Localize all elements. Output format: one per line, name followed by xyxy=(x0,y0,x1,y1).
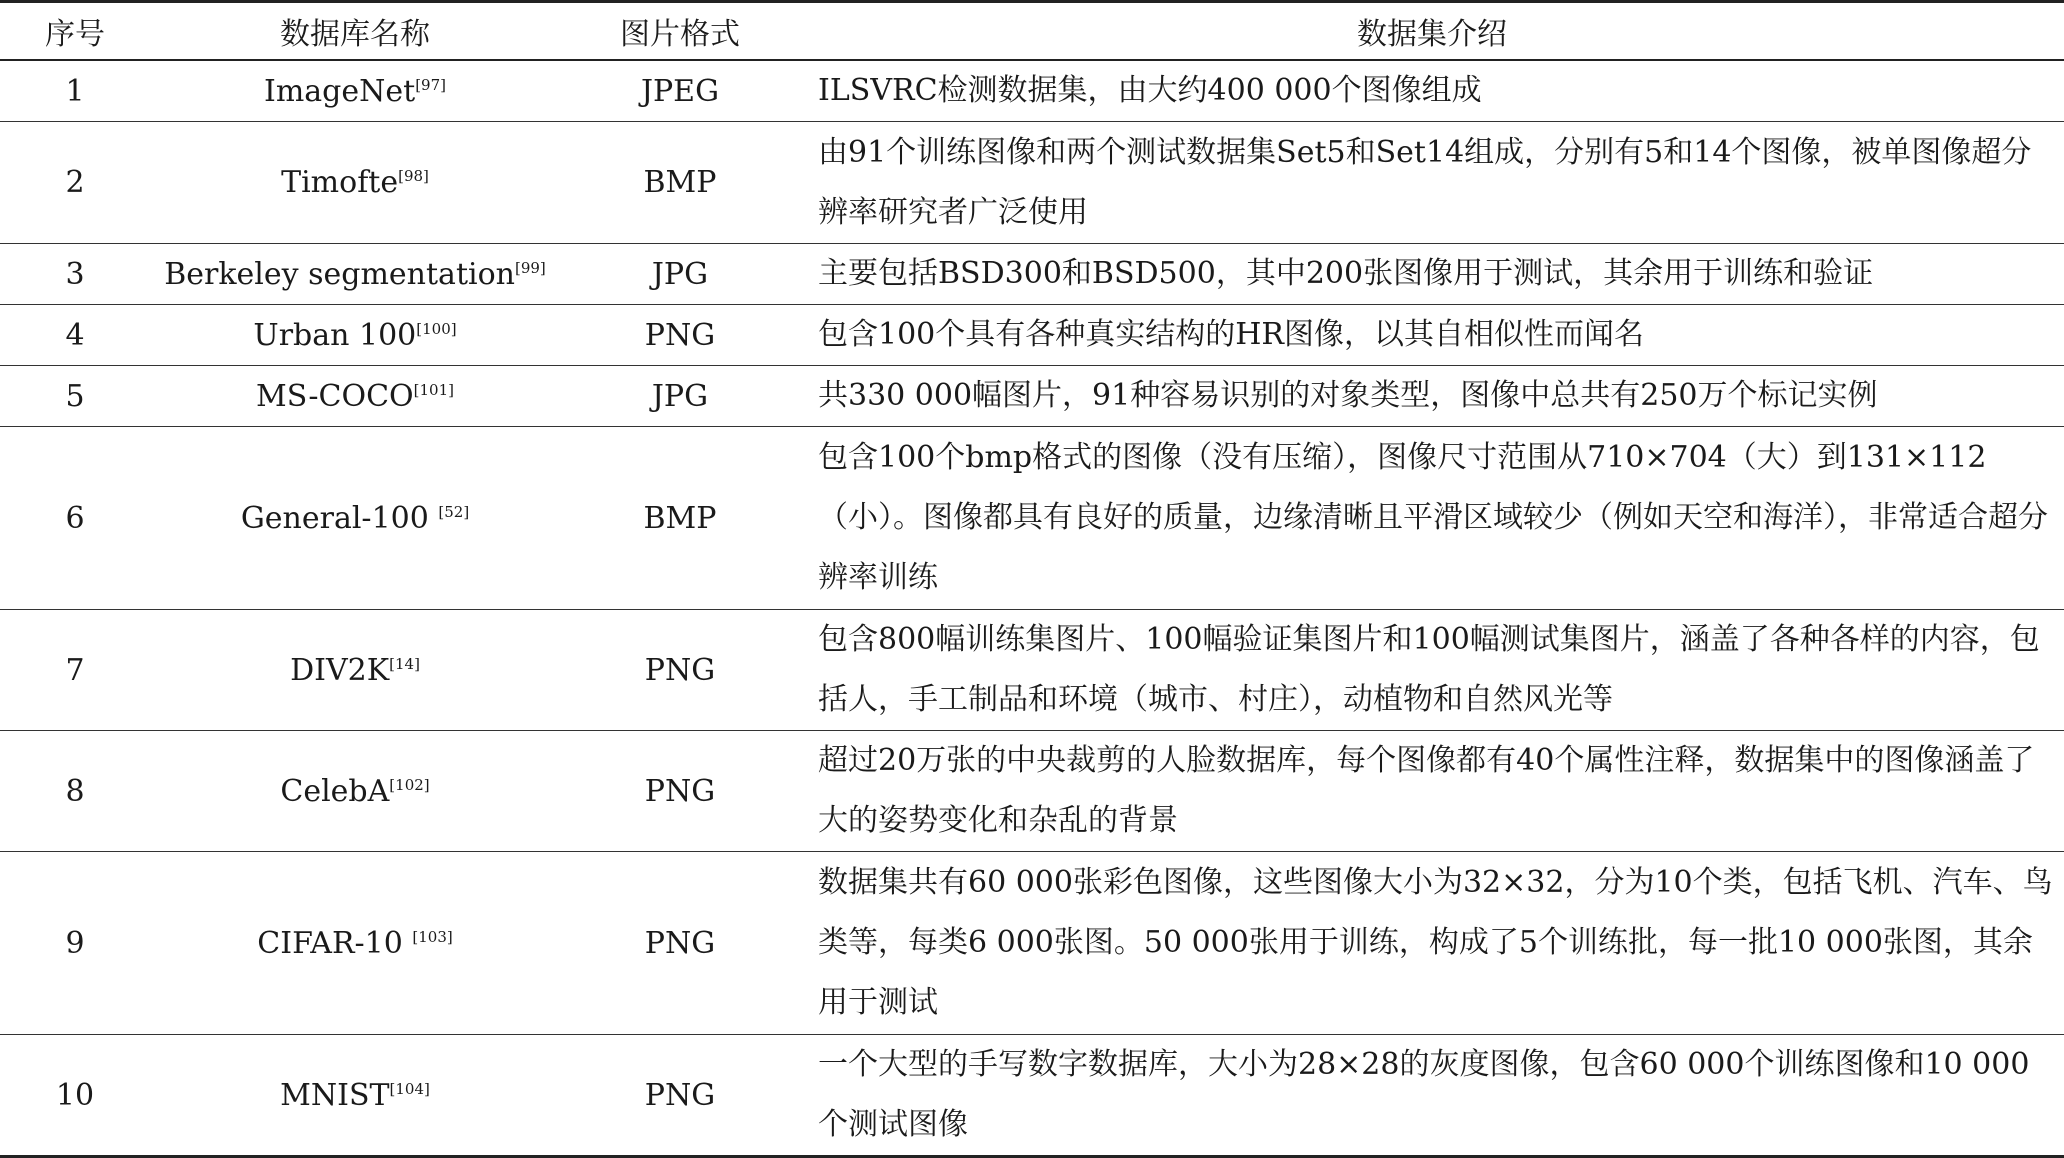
header-index: 序号 xyxy=(0,2,150,61)
image-format: PNG xyxy=(560,610,800,731)
database-name: Berkeley segmentation xyxy=(164,256,515,292)
database-name: Timofte xyxy=(281,165,399,200)
image-format: BMP xyxy=(560,427,800,610)
table-row xyxy=(0,852,2064,1035)
row-index: 7 xyxy=(0,610,150,731)
image-format: JPG xyxy=(560,366,800,427)
database-name-cell xyxy=(150,60,560,122)
citation-ref: [52] xyxy=(438,502,470,521)
database-name: CelebA xyxy=(280,773,390,809)
table-row xyxy=(0,427,2064,610)
table-row xyxy=(0,305,2064,366)
database-name: ImageNet xyxy=(264,73,416,109)
database-name-cell xyxy=(150,852,560,1035)
database-name-cell xyxy=(150,1035,560,1157)
database-name-cell xyxy=(150,427,560,610)
database-name: Urban 100 xyxy=(253,317,417,353)
citation-ref: [100] xyxy=(416,319,457,338)
citation-ref: [97] xyxy=(415,75,446,94)
table-body xyxy=(0,60,2064,1157)
image-format: PNG xyxy=(560,852,800,1035)
dataset-description: 主要包括BSD300和BSD500，其中200张图像用于测试，其余用于训练和验证 xyxy=(800,244,2064,305)
citation-ref: [103] xyxy=(412,927,453,946)
row-index: 1 xyxy=(0,60,150,122)
citation-ref: [104] xyxy=(389,1079,430,1098)
header-dataset-description: 数据集介绍 xyxy=(800,2,2064,61)
header-row xyxy=(0,2,2064,61)
database-name: MS-COCO xyxy=(256,378,414,414)
table-row xyxy=(0,610,2064,731)
citation-ref: [98] xyxy=(398,167,429,185)
row-index: 10 xyxy=(0,1035,150,1157)
image-format: JPG xyxy=(560,244,800,305)
row-index: 5 xyxy=(0,366,150,427)
table-row xyxy=(0,244,2064,305)
database-name: General-100 xyxy=(240,500,439,536)
citation-ref: [102] xyxy=(389,775,430,794)
row-index: 4 xyxy=(0,305,150,366)
dataset-description: 超过20万张的中央裁剪的人脸数据库，每个图像都有40个属性注释，数据集中的图像涵盖了大的姿势变化和杂乱的背景 xyxy=(800,731,2064,852)
image-format: PNG xyxy=(560,731,800,852)
table-row xyxy=(0,1035,2064,1157)
database-name-cell xyxy=(150,305,560,366)
header-image-format: 图片格式 xyxy=(560,2,800,61)
database-name: MNIST xyxy=(280,1077,390,1113)
header-database-name: 数据库名称 xyxy=(150,2,560,61)
database-name-cell xyxy=(150,610,560,731)
row-index: 6 xyxy=(0,427,150,610)
dataset-description: 共330 000幅图片，91种容易识别的对象类型，图像中总共有250万个标记实例 xyxy=(800,366,2064,427)
row-index: 9 xyxy=(0,852,150,1035)
citation-ref: [99] xyxy=(514,258,546,277)
row-index: 8 xyxy=(0,731,150,852)
database-name-cell xyxy=(150,731,560,852)
image-format: BMP xyxy=(560,122,800,244)
table-header xyxy=(0,2,2064,61)
image-format: JPEG xyxy=(560,60,800,122)
table-row xyxy=(0,60,2064,122)
dataset-description: ILSVRC检测数据集，由大约400 000个图像组成 xyxy=(800,60,2064,122)
dataset-description: 由91个训练图像和两个测试数据集Set5和Set14组成，分别有5和14个图像，被单图像超分辨率研究者广泛使用 xyxy=(800,122,2064,244)
row-index: 3 xyxy=(0,244,150,305)
table-row xyxy=(0,731,2064,852)
dataset-description: 数据集共有60 000张彩色图像，这些图像大小为32×32，分为10个类，包括飞机、汽车、鸟类等，每类6 000张图。50 000张用于训练，构成了5个训练批，每一批10 000张图，其余用于测试 xyxy=(800,852,2064,1035)
database-name-cell xyxy=(150,122,560,244)
table-row xyxy=(0,122,2064,244)
database-name-cell xyxy=(150,366,560,427)
image-format: PNG xyxy=(560,1035,800,1157)
citation-ref: [101] xyxy=(413,380,454,399)
dataset-description: 包含800幅训练集图片、100幅验证集图片和100幅测试集图片，涵盖了各种各样的内容，包括人，手工制品和环境（城市、村庄），动植物和自然风光等 xyxy=(800,610,2064,731)
dataset-description: 包含100个具有各种真实结构的HR图像，以其自相似性而闻名 xyxy=(800,305,2064,366)
image-format: PNG xyxy=(560,305,800,366)
dataset-description: 包含100个bmp格式的图像（没有压缩），图像尺寸范围从710×704（大）到131×112（小）。图像都具有良好的质量，边缘清晰且平滑区域较少（例如天空和海洋），非常适合超分辨率训练 xyxy=(800,427,2064,610)
row-index: 2 xyxy=(0,122,150,244)
database-name: DIV2K xyxy=(290,652,390,688)
database-name: CIFAR-10 xyxy=(257,925,413,961)
database-name-cell xyxy=(150,244,560,305)
dataset-description: 一个大型的手写数字数据库，大小为28×28的灰度图像，包含60 000个训练图像和10 000个测试图像 xyxy=(800,1035,2064,1157)
table-row xyxy=(0,366,2064,427)
citation-ref: [14] xyxy=(389,654,420,673)
